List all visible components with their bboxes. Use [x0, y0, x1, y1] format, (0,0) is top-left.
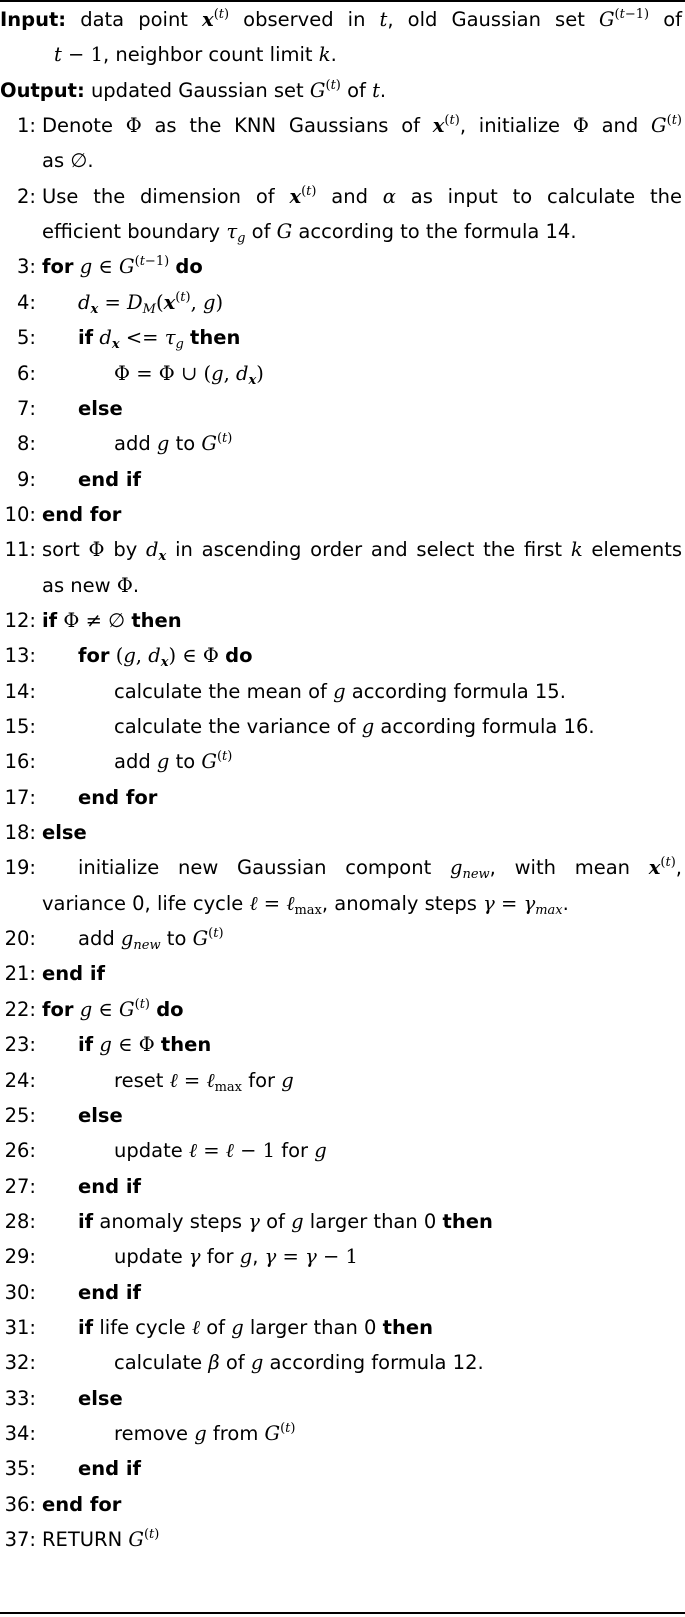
line-text: remove g from $G^{(t)}$ [114, 1421, 296, 1445]
line-number: 21: [4, 962, 36, 986]
line-text: as new Φ. [42, 573, 140, 597]
algorithm-line [0, 1488, 685, 1522]
algorithm-output: Output: updated Gaussian set $G^{(t)}$ of t. [0, 77, 387, 102]
algorithm-input-continued: t − 1, neighbor count limit k. [54, 43, 337, 67]
line-number: 22: [4, 997, 36, 1021]
line-text: if anomaly steps γ of g larger than 0 then [78, 1209, 493, 1233]
line-text: if life cycle ℓ of g larger than 0 then [78, 1315, 433, 1339]
line-text: reset ℓ = ℓ$_{max}$ for g [114, 1068, 294, 1095]
algorithm-line [0, 851, 685, 885]
algorithm-line [0, 463, 685, 497]
line-number: 9: [17, 467, 36, 491]
line-number: 11: [4, 538, 36, 562]
algorithm-line [0, 180, 685, 214]
line-number: 10: [4, 502, 36, 526]
line-text: for g ∈ $G^{(t)}$ do [42, 996, 184, 1021]
algorithm-line [0, 675, 685, 709]
algorithm-line [0, 109, 685, 143]
line-number: 33: [4, 1386, 36, 1410]
algorithm-line [0, 392, 685, 426]
line-number: 34: [4, 1422, 36, 1445]
top-rule [0, 0, 685, 2]
line-text: if Φ ≠ ∅ then [42, 608, 182, 632]
line-number: 31: [4, 1315, 36, 1339]
line-number: 19: [4, 856, 36, 880]
line-text: update ℓ = ℓ − 1 for g [114, 1139, 327, 1163]
line-text: else [78, 396, 123, 420]
line-text: else [78, 1103, 123, 1127]
algorithm-line [0, 1028, 685, 1062]
line-number: 8: [17, 432, 36, 456]
line-number: 3: [17, 255, 36, 279]
line-number: 18: [4, 821, 36, 845]
line-text: calculate β of g according formula 12. [114, 1351, 484, 1375]
line-number: 24: [4, 1068, 36, 1092]
line-text: end for [78, 785, 158, 809]
algorithm-line [0, 250, 685, 284]
line-text: if g ∈ Φ then [78, 1033, 212, 1057]
line-number: 20: [4, 927, 36, 951]
line-number: 25: [4, 1103, 36, 1127]
line-number: 13: [4, 644, 36, 668]
line-text: end for [42, 502, 122, 526]
algorithm-line [0, 1170, 685, 1204]
line-text: for g ∈ $G^{(t-1)}$ do [42, 254, 203, 279]
line-text: add g to $G^{(t)}$ [114, 749, 233, 774]
line-text: add $g_{new}$ to $G^{(t)}$ [78, 926, 224, 954]
algorithm-line [0, 1417, 685, 1451]
algorithm-line [0, 498, 685, 532]
line-number: 29: [4, 1245, 36, 1269]
line-text: end if [78, 1457, 142, 1481]
line-text: end if [78, 1280, 142, 1304]
algorithm-line [0, 1346, 685, 1380]
line-text: end for [42, 1492, 122, 1516]
line-number: 4: [17, 290, 36, 314]
line-text: calculate the mean of g according formula 15. [114, 679, 566, 703]
line-number: 7: [17, 396, 36, 420]
algorithm-line [0, 1064, 685, 1098]
algorithm-line-continued [0, 569, 685, 603]
line-text: $d_x = D_M(x^{(t)}$, g) [78, 289, 224, 317]
line-text: RETURN $G^{(t)}$ [42, 1527, 160, 1552]
line-number: 16: [4, 750, 36, 774]
line-text: end if [42, 962, 106, 986]
algorithm-line [0, 639, 685, 673]
line-number: 27: [4, 1174, 36, 1198]
line-text: if $d_x <= \tau_g$ then [78, 326, 241, 353]
algorithm-line [0, 357, 685, 391]
algorithm-line [0, 710, 685, 744]
algorithm-line [0, 427, 685, 461]
algorithm-line [0, 993, 685, 1027]
line-text: variance 0, life cycle ℓ = ℓ$_{max}$, anomaly steps $\gamma = \gamma_{max}$. [42, 891, 569, 918]
algorithm-line [0, 1099, 685, 1133]
line-text: calculate the variance of g according formula 16. [114, 715, 595, 738]
line-text: for (g, $d_x$) ∈ Φ do [78, 644, 253, 671]
algorithm-line-continued [0, 144, 685, 178]
line-text: sort Φ by $d_x$ in ascending order and select the first k elements [42, 538, 682, 565]
line-number: 26: [4, 1139, 36, 1163]
algorithm-line [0, 1452, 685, 1486]
line-number: 15: [4, 715, 36, 738]
input-label: Input: [0, 8, 67, 31]
line-text: efficient boundary $\tau_g$ of G according to the formula 14. [42, 220, 577, 247]
line-number: 30: [4, 1280, 36, 1304]
algorithm-line [0, 1311, 685, 1345]
algorithm-input: Input: data point $x^{(t)}$ observed in t, old Gaussian set $G^{(t-1)}$ of [0, 7, 682, 31]
algorithm-line [0, 957, 685, 991]
line-number: 6: [17, 361, 36, 385]
algorithm-line [0, 286, 685, 320]
algorithm-line [0, 1276, 685, 1310]
line-number: 1: [17, 114, 36, 138]
line-number: 12: [4, 608, 36, 632]
line-text: else [78, 1386, 123, 1410]
algorithm-line-continued [0, 887, 685, 921]
algorithm-line [0, 816, 685, 850]
algorithm-line-continued [0, 215, 685, 249]
line-text: add g to $G^{(t)}$ [114, 431, 233, 456]
line-text: Use the dimension of $x^{(t)}$ and α as input to calculate the [42, 183, 682, 208]
bottom-rule [0, 1612, 685, 1614]
algorithm-line [0, 321, 685, 355]
line-text: end if [78, 1174, 142, 1198]
line-text: initialize new Gaussian compont $g_{new}$, with mean $x^{(t)}$, [78, 855, 682, 883]
line-number: 28: [4, 1209, 36, 1233]
line-text: as ∅. [42, 149, 94, 173]
line-number: 17: [4, 785, 36, 809]
line-text: Φ = Φ ∪ (g, $d_x$) [114, 361, 264, 388]
line-number: 36: [4, 1492, 36, 1516]
line-text: end if [78, 467, 142, 491]
algorithm-line [0, 781, 685, 815]
line-text: update γ for g, γ = γ − 1 [114, 1245, 358, 1269]
algorithm-line [0, 533, 685, 567]
algorithm-line [0, 604, 685, 638]
algorithm-line [0, 1240, 685, 1274]
line-text: else [42, 821, 87, 845]
algorithm-line [0, 745, 685, 779]
line-number: 37: [4, 1528, 36, 1552]
line-number: 32: [4, 1351, 36, 1375]
line-number: 5: [17, 326, 36, 350]
line-number: 14: [4, 679, 36, 703]
algorithm-line [0, 1134, 685, 1168]
algorithm-line [0, 1382, 685, 1416]
line-text: Denote Φ as the KNN Gaussians of $x^{(t)}$, initialize Φ and $G^{(t)}$ [42, 113, 682, 138]
line-number: 23: [4, 1033, 36, 1057]
algorithm-line [0, 922, 685, 956]
algorithm-line [0, 1205, 685, 1239]
output-label: Output: [0, 78, 85, 102]
line-number: 2: [17, 184, 36, 208]
algorithm-line [0, 1523, 685, 1557]
line-number: 35: [4, 1457, 36, 1481]
